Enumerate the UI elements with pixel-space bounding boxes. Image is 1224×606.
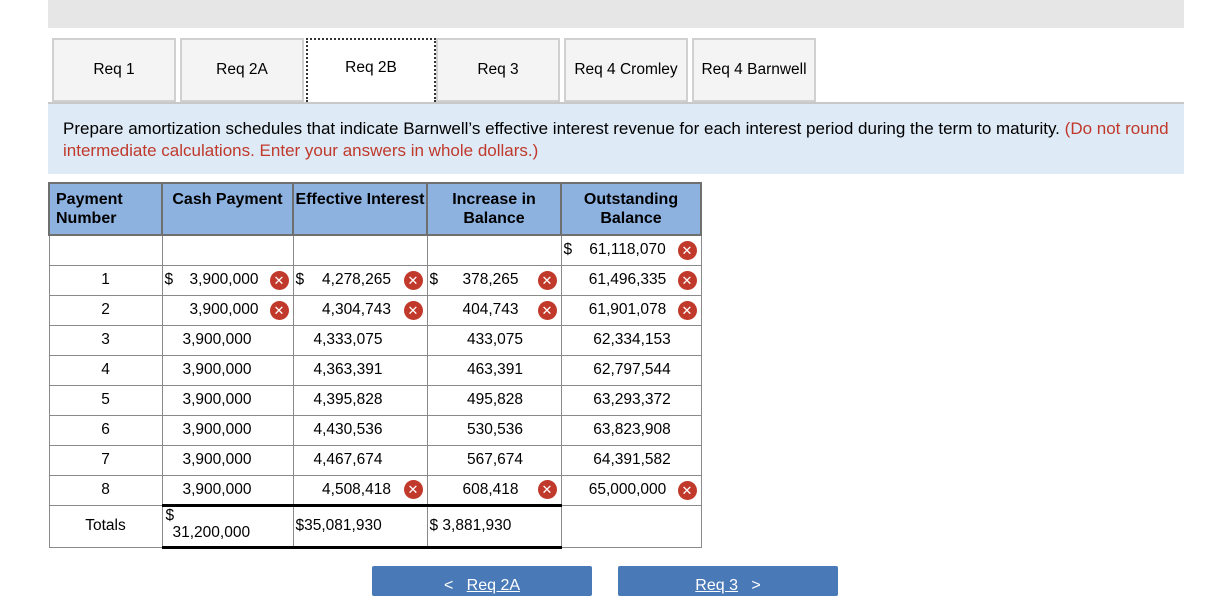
outstanding-balance-cell: [561, 445, 701, 475]
effective-interest-value: 4,430,536: [313, 421, 383, 438]
chevron-right-icon: >: [751, 577, 761, 594]
payment-number: 3: [49, 325, 162, 355]
cash-payment-value: 3,900,000: [182, 331, 252, 348]
outstanding-balance-value: 62,334,153: [593, 331, 671, 348]
cell-empty: [427, 235, 561, 265]
incorrect-mark-icon: ✕: [270, 301, 289, 320]
next-button-label: Req 3: [695, 577, 738, 594]
total-increase-in-balance-value: $ 3,881,930: [429, 517, 512, 534]
table-row: [49, 355, 701, 385]
increase-in-balance-value: 567,674: [466, 451, 524, 468]
increase-in-balance-value: 378,265: [462, 271, 519, 288]
totals-row: [49, 505, 701, 547]
payment-number: 8: [49, 475, 162, 505]
initial-balance-value: 61,118,070: [589, 241, 666, 259]
increase-in-balance-input[interactable]: [427, 295, 561, 325]
effective-interest-value: 4,278,265: [322, 271, 391, 288]
incorrect-mark-icon: ✕: [678, 301, 697, 320]
currency-symbol: $: [563, 241, 573, 259]
effective-interest-cell: [293, 415, 427, 445]
tab-focus-outline: [306, 38, 436, 102]
tab-req-1[interactable]: Req 1: [52, 38, 176, 102]
total-cash-payment-value: 31,200,000: [172, 523, 251, 541]
effective-interest-cell: [293, 445, 427, 475]
currency-symbol: $: [429, 271, 439, 288]
cell-empty: [49, 235, 162, 265]
incorrect-mark-icon: ✕: [270, 271, 289, 290]
payment-number: 1: [49, 265, 162, 295]
table-row: [49, 415, 701, 445]
cash-payment-cell: [162, 385, 293, 415]
tab-req-2a[interactable]: Req 2A: [180, 38, 304, 102]
increase-in-balance-cell: [427, 385, 561, 415]
outstanding-balance-input[interactable]: [561, 475, 701, 505]
total-cash-payment: [162, 505, 293, 547]
effective-interest-cell: [293, 385, 427, 415]
increase-in-balance-input[interactable]: [427, 265, 561, 295]
effective-interest-value: 4,508,418: [322, 480, 391, 498]
header-outstanding-balance: Outstanding Balance: [561, 183, 701, 235]
amortization-schedule-table: [48, 182, 702, 549]
effective-interest-value: 4,395,828: [313, 391, 383, 408]
incorrect-mark-icon: ✕: [538, 480, 557, 499]
incorrect-mark-icon: ✕: [678, 271, 697, 290]
effective-interest-value: 4,363,391: [313, 361, 383, 378]
outstanding-balance-value: 62,797,544: [593, 361, 671, 378]
next-req-3-button[interactable]: [618, 566, 838, 596]
header-increase-in-balance: Increase in Balance: [427, 183, 561, 235]
currency-symbol: $: [295, 271, 305, 288]
cash-payment-value: 3,900,000: [182, 480, 252, 498]
increase-in-balance-value: 433,075: [466, 331, 524, 348]
effective-interest-value: 4,304,743: [322, 301, 391, 318]
cash-payment-value: 3,900,000: [182, 391, 252, 408]
cash-payment-value: 3,900,000: [189, 271, 259, 288]
total-increase-in-balance: [427, 505, 561, 547]
table-row: [49, 265, 701, 295]
chevron-left-icon: <: [443, 577, 454, 594]
currency-symbol: $: [164, 271, 174, 288]
cash-payment-value: 3,900,000: [182, 451, 252, 468]
prev-req-2a-button[interactable]: [372, 566, 592, 596]
increase-in-balance-value: 530,536: [466, 421, 524, 438]
instructions-panel: [48, 104, 1184, 174]
outstanding-balance-cell: [561, 385, 701, 415]
header-payment-number: Payment Number: [49, 183, 162, 235]
tab-req-3[interactable]: Req 3: [436, 38, 560, 102]
cell-empty: [293, 235, 427, 265]
increase-in-balance-value: 608,418: [462, 480, 519, 498]
table-row-initial: [49, 235, 701, 265]
effective-interest-input[interactable]: [293, 475, 427, 505]
outstanding-balance-cell: [561, 325, 701, 355]
payment-number: 5: [49, 385, 162, 415]
table-row: [49, 475, 701, 505]
tab-req-2b-label: Req 2B: [345, 59, 397, 76]
incorrect-mark-icon: ✕: [678, 241, 697, 260]
tab-req-2b[interactable]: [306, 38, 436, 102]
increase-in-balance-cell: [427, 355, 561, 385]
initial-balance-input[interactable]: [561, 235, 701, 265]
effective-interest-cell: [293, 355, 427, 385]
effective-interest-value: 4,333,075: [313, 331, 383, 348]
header-row: [49, 183, 701, 235]
cash-payment-cell: [162, 325, 293, 355]
payment-number: 4: [49, 355, 162, 385]
payment-number: 2: [49, 295, 162, 325]
outstanding-balance-value: 61,496,335: [588, 271, 667, 288]
outstanding-balance-cell: [561, 355, 701, 385]
effective-interest-value: 4,467,674: [313, 451, 383, 468]
effective-interest-input[interactable]: [293, 265, 427, 295]
cash-payment-value: 3,900,000: [182, 361, 252, 378]
instructions-text: Prepare amortization schedules that indicate Barnwell’s effective interest revenue for each interest period during the term to maturity.: [63, 119, 1060, 138]
table-row: [49, 325, 701, 355]
cash-payment-input[interactable]: [162, 265, 293, 295]
totals-label: Totals: [49, 505, 162, 547]
header-cash-payment: Cash Payment: [162, 183, 293, 235]
effective-interest-input[interactable]: [293, 295, 427, 325]
cell-empty: [162, 235, 293, 265]
outstanding-balance-input[interactable]: [561, 295, 701, 325]
outstanding-balance-value: 65,000,000: [588, 481, 667, 498]
increase-in-balance-input[interactable]: [427, 475, 561, 505]
incorrect-mark-icon: ✕: [678, 481, 697, 500]
top-bar: [48, 0, 1184, 28]
effective-interest-cell: [293, 325, 427, 355]
outstanding-balance-value: 64,391,582: [593, 451, 671, 468]
table-row: [49, 385, 701, 415]
incorrect-mark-icon: ✕: [404, 480, 423, 499]
header-effective-interest: Effective Interest: [293, 183, 427, 235]
cell-empty: [561, 505, 701, 547]
outstanding-balance-cell: [561, 415, 701, 445]
outstanding-balance-value: 63,293,372: [593, 391, 671, 408]
cash-payment-cell: [162, 355, 293, 385]
cash-payment-cell: [162, 445, 293, 475]
incorrect-mark-icon: ✕: [404, 271, 423, 290]
increase-in-balance-cell: [427, 325, 561, 355]
incorrect-mark-icon: ✕: [404, 301, 423, 320]
total-effective-interest: [293, 505, 427, 547]
cash-payment-input[interactable]: [162, 295, 293, 325]
table-row: [49, 295, 701, 325]
tab-req-4-barnwell[interactable]: Req 4 Barnwell: [692, 38, 816, 102]
prev-button-label: Req 2A: [466, 577, 521, 594]
payment-number: 7: [49, 445, 162, 475]
table-row: [49, 445, 701, 475]
outstanding-balance-input[interactable]: [561, 265, 701, 295]
cash-payment-value: 3,900,000: [182, 421, 252, 438]
instructions-note: (Do not round intermediate calculations. Enter your answers in whole dollars.): [63, 119, 1169, 160]
total-effective-interest-value: $35,081,930: [295, 517, 382, 534]
cash-payment-cell: [162, 475, 293, 505]
increase-in-balance-cell: [427, 445, 561, 475]
incorrect-mark-icon: ✕: [538, 271, 557, 290]
increase-in-balance-value: 463,391: [466, 361, 524, 378]
tab-req-4-cromley[interactable]: Req 4 Cromley: [564, 38, 688, 102]
incorrect-mark-icon: ✕: [538, 301, 557, 320]
increase-in-balance-value: 404,743: [462, 301, 519, 318]
payment-number: 6: [49, 415, 162, 445]
currency-symbol: $: [165, 506, 175, 524]
outstanding-balance-value: 63,823,908: [593, 421, 671, 438]
increase-in-balance-value: 495,828: [466, 391, 524, 408]
outstanding-balance-value: 61,901,078: [588, 301, 667, 318]
cash-payment-cell: [162, 415, 293, 445]
increase-in-balance-cell: [427, 415, 561, 445]
cash-payment-value: 3,900,000: [189, 301, 259, 318]
